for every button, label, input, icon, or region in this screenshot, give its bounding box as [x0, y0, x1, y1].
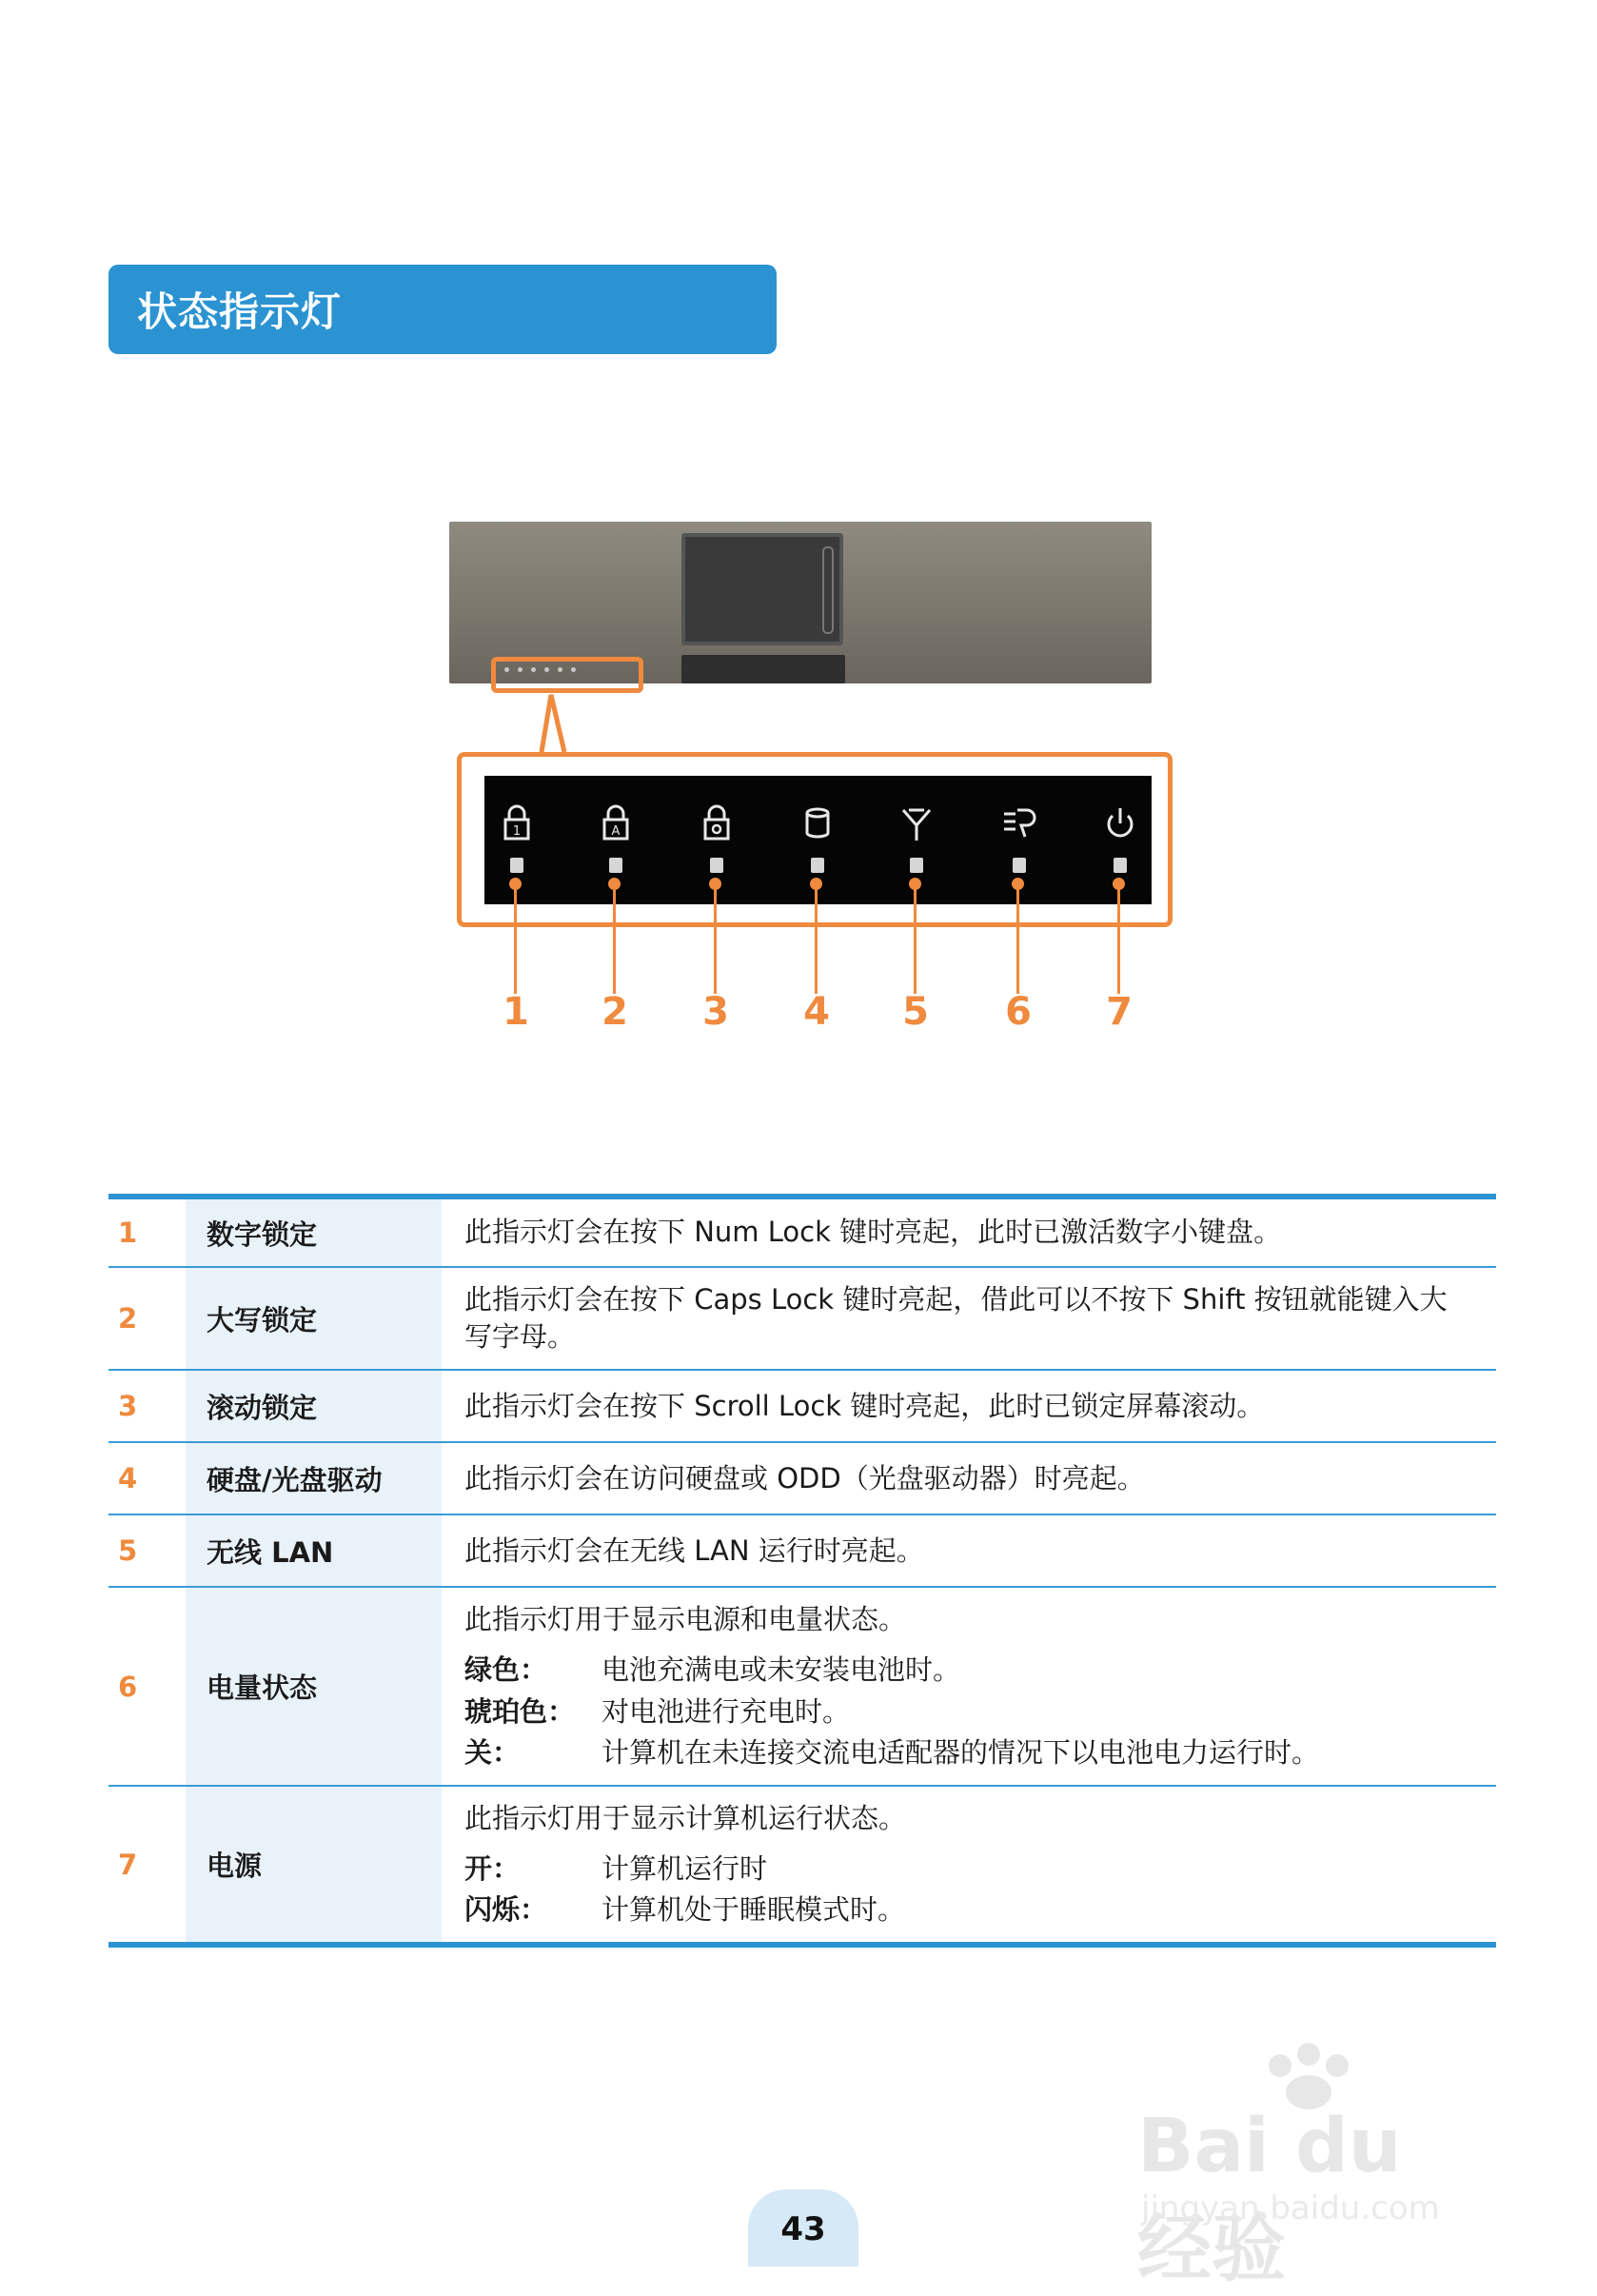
- svg-text:1: 1: [512, 824, 522, 839]
- callout-number: 3: [702, 990, 729, 1034]
- watermark-url: jingyan.baidu.com: [1141, 2189, 1440, 2227]
- touchpad: [681, 533, 843, 645]
- table-row: [108, 1267, 1496, 1370]
- caps-lock-icon: [595, 802, 637, 844]
- row-name: 大写锁定: [186, 1267, 442, 1370]
- state-item: 琥珀色： 对电池进行充电时。: [464, 1694, 851, 1728]
- row-number: 2: [108, 1267, 186, 1370]
- wireless-lan-icon: [896, 802, 937, 844]
- row-description: 此指示灯会在按下 Num Lock 键时亮起，此时已激活数字小键盘。: [442, 1197, 1496, 1267]
- table-row: [108, 1370, 1496, 1442]
- state-item: 关： 计算机在未连接交流电适配器的情况下以电池电力运行时。: [464, 1735, 1320, 1769]
- indicator-table: [108, 1194, 1496, 1948]
- scroll-lock-icon: [696, 802, 738, 844]
- row-description: 此指示灯会在访问硬盘或 ODD（光盘驱动器）时亮起。: [442, 1442, 1496, 1514]
- row-number: 5: [108, 1514, 186, 1587]
- row-number: 6: [108, 1587, 186, 1786]
- callout-number: 7: [1106, 990, 1133, 1034]
- num-lock-icon: [496, 802, 538, 844]
- indicator-highlight-box: [491, 657, 643, 693]
- paw-icon: [1252, 2037, 1366, 2113]
- row-name: 电源: [186, 1786, 442, 1945]
- section-title: 状态指示灯: [137, 288, 343, 335]
- row-description: 此指示灯会在按下 Caps Lock 键时亮起，借此可以不按下 Shift 按钮就能键入大写字母。: [442, 1267, 1496, 1370]
- row-description: 此指示灯会在按下 Scroll Lock 键时亮起，此时已锁定屏幕滚动。: [442, 1370, 1496, 1442]
- led-2: [609, 858, 622, 873]
- row-description: [442, 1786, 1496, 1945]
- row-intro: 此指示灯用于显示计算机运行状态。: [464, 1801, 907, 1834]
- section-title-bar: [108, 265, 777, 354]
- table-row: [108, 1786, 1496, 1945]
- row-description: 此指示灯会在无线 LAN 运行时亮起。: [442, 1514, 1496, 1587]
- led-1: [510, 858, 523, 873]
- page-number: 43: [780, 2210, 826, 2248]
- row-name: 电量状态: [186, 1587, 442, 1786]
- row-number: 7: [118, 1848, 138, 1881]
- row-number: 1: [108, 1197, 186, 1267]
- table-row: [108, 1587, 1496, 1786]
- state-item: 开： 计算机运行时: [464, 1851, 768, 1885]
- led-4: [811, 858, 824, 873]
- watermark-brand: Bai du 经验: [1137, 2104, 1402, 2292]
- callout-number: 5: [902, 990, 929, 1034]
- battery-status-icon: [998, 802, 1040, 844]
- table-row: [108, 1197, 1496, 1267]
- touchpad-button: [681, 655, 845, 683]
- callout-number: 2: [601, 990, 628, 1034]
- svg-text:A: A: [611, 824, 621, 839]
- row-intro: 此指示灯用于显示电源和电量状态。: [464, 1603, 907, 1636]
- page-number-tab: [748, 2189, 858, 2266]
- callout-number: 1: [503, 990, 529, 1034]
- row-name: 无线 LAN: [186, 1514, 442, 1587]
- state-item: 绿色： 电池充满电或未安装电池时。: [464, 1653, 961, 1687]
- power-icon: [1099, 802, 1141, 844]
- callout-number: 4: [803, 990, 830, 1034]
- led-3: [710, 858, 723, 873]
- table-row: [108, 1442, 1496, 1514]
- table-row: [108, 1514, 1496, 1587]
- row-number: 4: [108, 1442, 186, 1514]
- row-name: 硬盘/光盘驱动: [186, 1442, 442, 1514]
- highlight-pointer: [539, 693, 567, 754]
- led-7: [1114, 858, 1127, 873]
- callout-number: 6: [1005, 990, 1032, 1034]
- row-number: 3: [108, 1370, 186, 1442]
- state-item: 闪烁： 计算机处于睡眠模式时。: [464, 1893, 906, 1927]
- row-name: 数字锁定: [186, 1197, 442, 1267]
- led-5: [910, 858, 923, 873]
- baidu-watermark: [1137, 2037, 1499, 2292]
- row-name: 滚动锁定: [186, 1370, 442, 1442]
- row-description: [442, 1587, 1496, 1786]
- led-6: [1013, 858, 1026, 873]
- hdd-odd-icon: [797, 802, 838, 844]
